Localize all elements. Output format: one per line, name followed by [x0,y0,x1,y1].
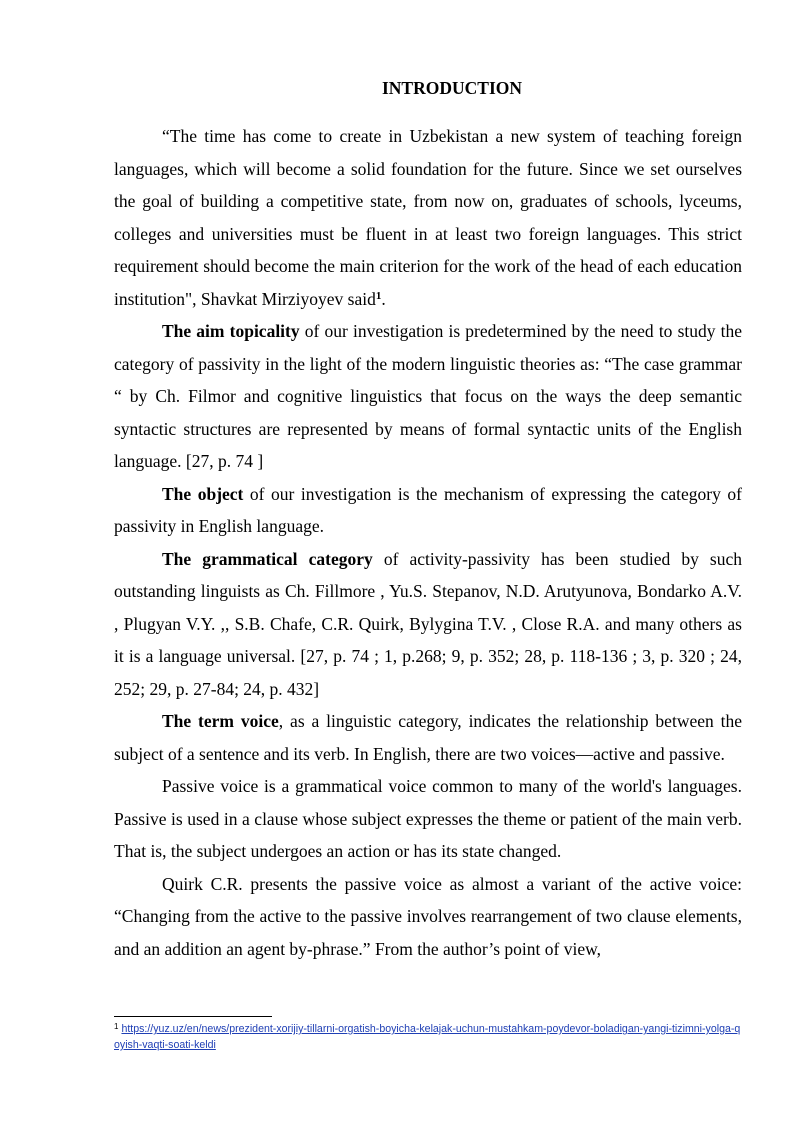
footnote-number: 1 [114,1022,119,1031]
object-text: of our investigation is the mechanism of expressing the category of passivity in English language. [114,483,742,536]
paragraph-aim [114,315,742,478]
quote-end: . [381,288,386,309]
paragraph-grammatical-category [114,543,742,706]
object-heading: The object [162,483,244,504]
footnote-ref[interactable]: 1 [375,289,382,302]
aim-heading: The aim topicality [162,321,300,341]
paragraph-quirk: Quirk C.R. presents the passive voice as almost a variant of the active voice: “Changing from the active to the passive involves rearrangement of two clause elements, and an addition an agent by-phrase.” From the author’s point of view, [114,873,742,959]
footnote [114,1021,742,1053]
paragraph-object [114,478,742,543]
paragraph-term-voice [114,705,742,770]
quote-text: “The time has come to create in Uzbekistan a new system of teaching foreign languages, which will become a solid foundation for the future. Since we set ourselves the goal of building a competitive state, from now on, graduates of schools, lyceums, colleges and universities must be fluent in at least two foreign languages. This strict requirement should become the main criterion for the work of the head of each education institution", Shavkat Mirziyoyev said [114,126,742,309]
paragraph-quote [114,120,742,315]
grammatical-category-text: of activity-passivity has been studied by such outstanding linguists as Ch. Fillmore , Yu.S. Stepanov, N.D. Arutyunova, Bondarko A.V. , Plugyan V.Y. ,, S.B. Chafe, C.R. Quirk, Bylygina T.V. , Close R.A. and many others as it is a language universal. [27, p. 74 ; 1, p.268; 9, p. 352; 28, p. 118-136 ; 3, p. 320 ; 24, 252; 29, p. 27-84; 24, p. 432] [114,548,742,699]
paragraph-passive-voice: Passive voice is a grammatical voice common to many of the world's languages. Passive is used in a clause whose subject expresses the theme or patient of the main verb. That is, the subject undergoes an action or has its state changed. [114,776,742,861]
page-title: INTRODUCTION [381,78,523,98]
footnote-link[interactable]: https://yuz.uz/en/news/prezident-xorijiy-tillarni-orgatish-boyicha-kelajak-uchun-mustahkam-poydevor-boladigan-yangi-tizimni-yolga-qoyish-vaqti-soati-keldi [114,1023,741,1051]
footnote-separator [114,1016,272,1017]
term-voice-text: , as a linguistic category, indicates the relationship between the subject of a sentence and its verb. In English, there are two voices—active and passive. [114,711,743,764]
aim-text: of our investigation is predetermined by the need to study the category of passivity in the light of the modern linguistic theories as: “The case grammar “ by Ch. Filmor and cognitive linguistics that focus on the ways the deep semantic syntactic structures are represented by means of formal syntactic units of the English language. [27, p. 74 ] [114,321,743,471]
term-voice-heading: The term voice [162,711,279,731]
body-text [114,120,742,965]
grammatical-category-heading: The grammatical category [162,548,373,569]
